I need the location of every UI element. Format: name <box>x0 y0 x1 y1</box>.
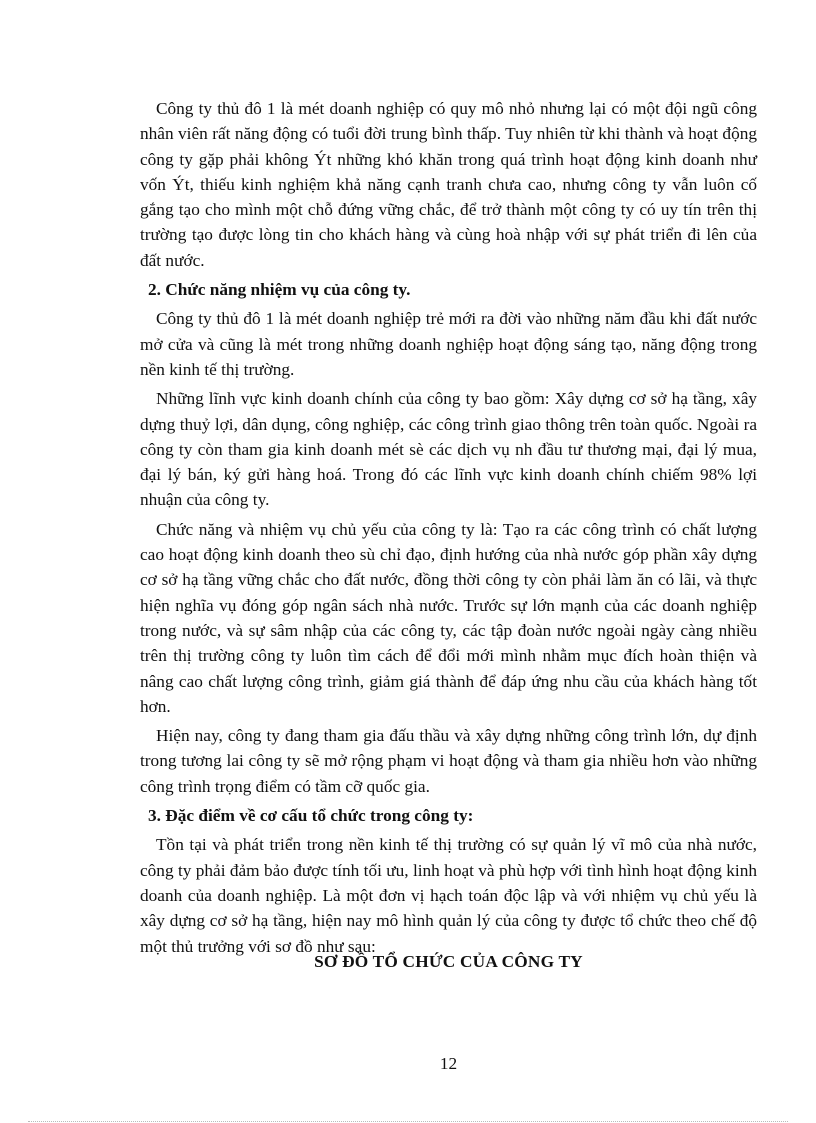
diagram-title: SƠ ĐỒ TỔ CHỨC CỦA CÔNG TY <box>314 952 583 971</box>
paragraph-organization: Tồn tại và phát triển trong nền kinh tế thị trường có sự quản lý vĩ mô của nhà nước, công ty phải đảm bảo được tính tối ưu, linh hoạt và phù hợp với tình hình hoạt động kinh doanh của doanh nghiệp. Là một đơn vị hạch toán độc lập và với nhiệm vụ chủ yếu là xây dựng cơ sở hạ tầng, hiện nay mô hình quản lý của công ty được tổ chức theo chế độ một thủ trưởng với sơ đồ như sau: <box>140 835 757 956</box>
section-heading-structure: 3. Đặc điểm về cơ cấu tổ chức trong công ty: <box>148 806 474 826</box>
page-bottom-divider <box>28 1121 788 1122</box>
paragraph-main-duties: Chức năng và nhiệm vụ chủ yếu của công ty là: Tạo ra các công trình có chất lượng cao hoạt động kinh doanh theo sù chỉ đạo, định hướng của nhà nước góp phần xây dựng cơ sở hạ tầng vững chắc cho đất nước, đồng thời công ty còn phải làm ăn có lãi, và thực hiện nghĩa vụ đóng góp ngân sách nhà nước. Trước sự lớn mạnh của các doanh nghiệp trong nước, và sự sâm nhập của các công ty, các tập đoàn nước ngoài ngày càng nhiều trên thị trường công ty luôn tìm cách để đổi mới mình nhằm mục đích hoàn thiện và nâng cao chất lượng công trình, giảm giá thành để đáp ứng nhu cầu của khách hàng tốt hơn. <box>140 519 757 716</box>
section-heading-functions: 2. Chức năng nhiệm vụ của công ty. <box>148 280 411 300</box>
paragraph-future-plans: Hiện nay, công ty đang tham gia đấu thầu và xây dựng những công trình lớn, dự định trong tương lai công ty sẽ mở rộng phạm vi hoạt động và tham gia nhiều hơn vào những công trình trọng điểm có tầm cỡ quốc gia. <box>140 726 757 796</box>
page-number: 12 <box>439 1054 458 1073</box>
document-body <box>140 96 757 963</box>
paragraph-business-fields: Những lĩnh vực kinh doanh chính của công ty bao gồm: Xây dựng cơ sở hạ tầng, xây dựng thuỷ lợi, dân dụng, công nghiệp, các công trình giao thông trên toàn quốc. Ngoài ra công ty còn tham gia kinh doanh mét sè các dịch vụ nh đầu tư thương mại, đại lý mua, đại lý bán, ký gửi hàng hoá. Trong đó các lĩnh vực kinh doanh chính chiếm 98% lợi nhuận của công ty. <box>140 389 757 510</box>
paragraph-company-intro: Công ty thủ đô 1 là mét doanh nghiệp có quy mô nhỏ nhưng lại có một đội ngũ công nhân viên rất năng động có tuổi đời trung bình thấp. Tuy nhiên từ khi thành và hoạt động công ty gặp phải không Ýt những khó khăn trong quá trình hoạt động kinh doanh như vốn Ýt, thiếu kinh nghiệm khả năng cạnh tranh chưa cao, nhưng công ty vẫn luôn cố gắng tạo cho mình một chỗ đứng vững chắc, để trở thành một công ty có uy tín trên thị trường tạo được lòng tin cho khách hàng và cùng hoà nhập với sự phát triển đi lên của đất nước. <box>140 99 757 270</box>
paragraph-young-company: Công ty thủ đô 1 là mét doanh nghiệp trẻ mới ra đời vào những năm đầu khi đất nước mở cửa và cũng là mét trong những doanh nghiệp hoạt động sáng tạo, năng động trong nền kinh tế thị trường. <box>140 309 757 379</box>
